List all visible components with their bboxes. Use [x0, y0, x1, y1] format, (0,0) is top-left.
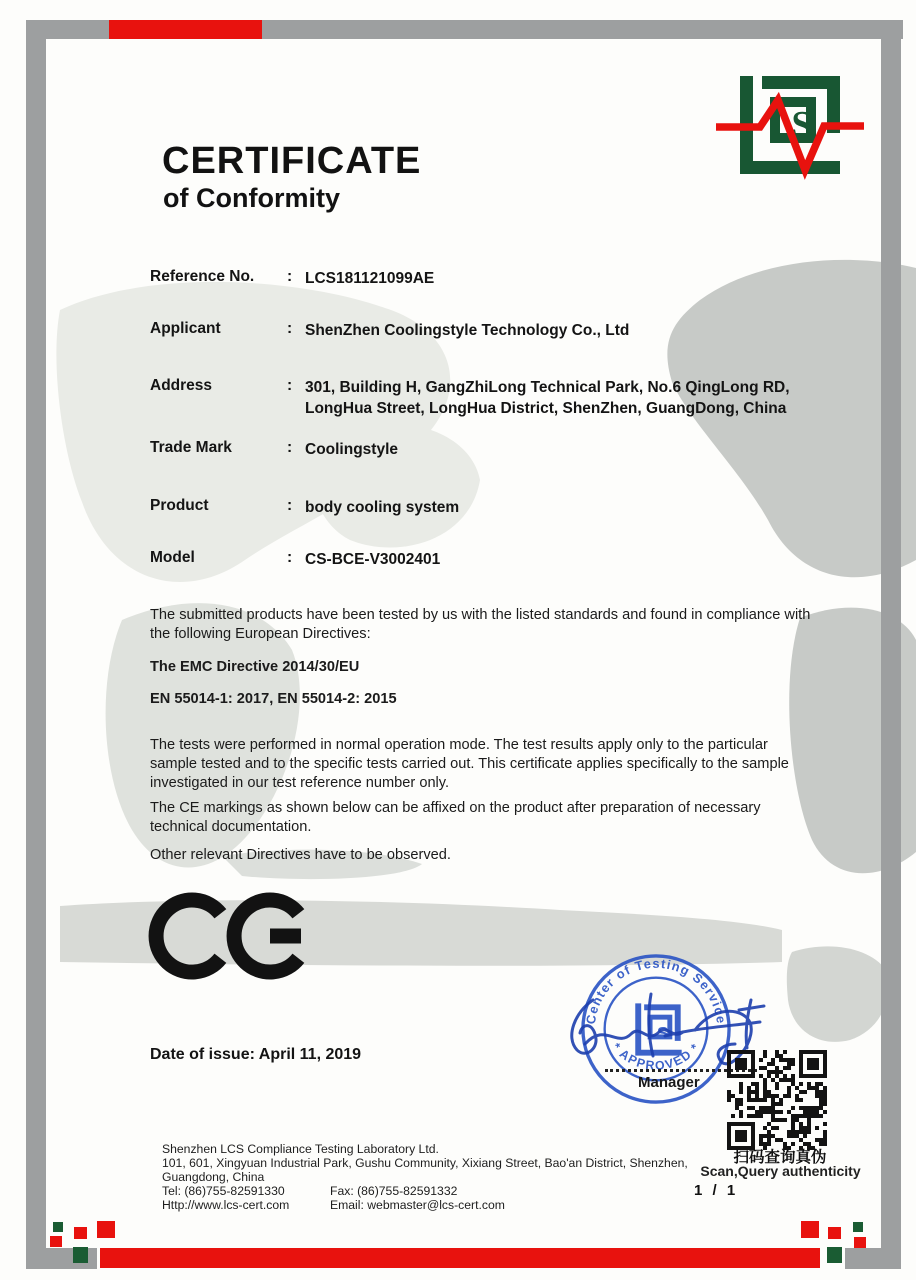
deco-square-red-4	[801, 1221, 819, 1238]
logo-letter: S	[791, 104, 813, 146]
deco-square-red-5	[828, 1227, 841, 1239]
emc-directive: The EMC Directive 2014/30/EU	[150, 659, 360, 675]
field-separator: :	[287, 549, 293, 566]
stamp-center-letter: S	[656, 1022, 669, 1043]
deco-square-green-1	[53, 1222, 63, 1232]
border-bottom-right-corner	[845, 1248, 901, 1269]
deco-square-red-2	[74, 1227, 87, 1239]
footer-email: Email: webmaster@lcs-cert.com	[330, 1198, 505, 1212]
signer-title: Manager	[638, 1074, 700, 1091]
field-label: Trade Mark	[150, 439, 232, 456]
deco-square-green-3	[853, 1222, 863, 1232]
deco-square-red-1	[50, 1236, 62, 1247]
field-value: CS-BCE-V3002401	[305, 551, 441, 568]
field-separator: :	[287, 377, 293, 394]
deco-square-green-4	[827, 1247, 842, 1263]
certificate-title: CERTIFICATE	[162, 140, 422, 182]
pulse-line-icon	[716, 100, 864, 170]
lcs-logo-icon	[712, 70, 870, 188]
qr-code	[727, 1050, 827, 1150]
stamp-arc-bottom-text: * APPROVED *	[609, 1040, 703, 1073]
compliance-intro: The submitted products have been tested by us with the listed standards and found in compliance with the following European Directives:	[150, 607, 811, 642]
deco-square-green-2	[73, 1247, 88, 1263]
footer-address-line1: 101, 601, Xingyuan Industrial Park, Gushu Community, Xixiang Street, Bao'an District, Shenzhen,	[162, 1156, 688, 1170]
other-directives-paragraph: Other relevant Directives have to be observed.	[150, 847, 451, 863]
ce-mark-icon	[148, 886, 308, 986]
field-separator: :	[287, 268, 293, 285]
field-label: Model	[150, 549, 195, 566]
footer-address-line2: Guangdong, China	[162, 1170, 265, 1184]
ce-marking-paragraph: The CE markings as shown below can be affixed on the product after preparation of necessary technical documentation.	[150, 800, 761, 835]
field-separator: :	[287, 439, 293, 456]
field-separator: :	[287, 497, 293, 514]
border-right-bar	[881, 20, 901, 1269]
qr-caption-zh: 扫码查询真伪	[733, 1149, 827, 1166]
page-number: 1 / 1	[694, 1182, 739, 1199]
field-label: Address	[150, 377, 213, 394]
border-top-red-segment	[109, 20, 262, 39]
deco-square-red-3	[97, 1221, 115, 1238]
test-conditions-paragraph: The tests were performed in normal operation mode. The test results apply only to the particular sample tested and to the specific tests carried out. This certificate applies specifically to the sample investigated in our test reference number only.	[150, 737, 789, 791]
border-bottom-red-bar	[100, 1248, 820, 1268]
certificate-subtitle: of Conformity	[163, 183, 340, 213]
footer-fax: Fax: (86)755-82591332	[330, 1184, 458, 1198]
stamp-arc-top-text: Center of Testing Service	[582, 955, 730, 1026]
field-label: Product	[150, 497, 209, 514]
footer-tel: Tel: (86)755-82591330	[162, 1184, 285, 1198]
field-value: 301, Building H, GangZhiLong Technical Park, No.6 QingLong RD, LongHua Street, LongHua District, ShenZhen, GuangDong, China	[305, 379, 790, 417]
date-of-issue: Date of issue: April 11, 2019	[150, 1046, 362, 1063]
field-separator: :	[287, 320, 293, 337]
border-left-bar	[26, 20, 46, 1269]
field-value: ShenZhen Coolingstyle Technology Co., Ltd	[305, 322, 630, 339]
footer-website: Http://www.lcs-cert.com	[162, 1198, 290, 1212]
standards-list: EN 55014-1: 2017, EN 55014-2: 2015	[150, 691, 397, 707]
footer-company: Shenzhen LCS Compliance Testing Laboratory Ltd.	[162, 1142, 439, 1156]
deco-square-red-6	[854, 1237, 866, 1248]
field-label: Reference No.	[150, 268, 255, 285]
field-label: Applicant	[150, 320, 221, 337]
field-value: body cooling system	[305, 499, 460, 516]
field-value: LCS181121099AE	[305, 270, 435, 287]
field-value: Coolingstyle	[305, 441, 399, 458]
qr-caption-en: Scan,Query authenticity	[700, 1163, 861, 1179]
